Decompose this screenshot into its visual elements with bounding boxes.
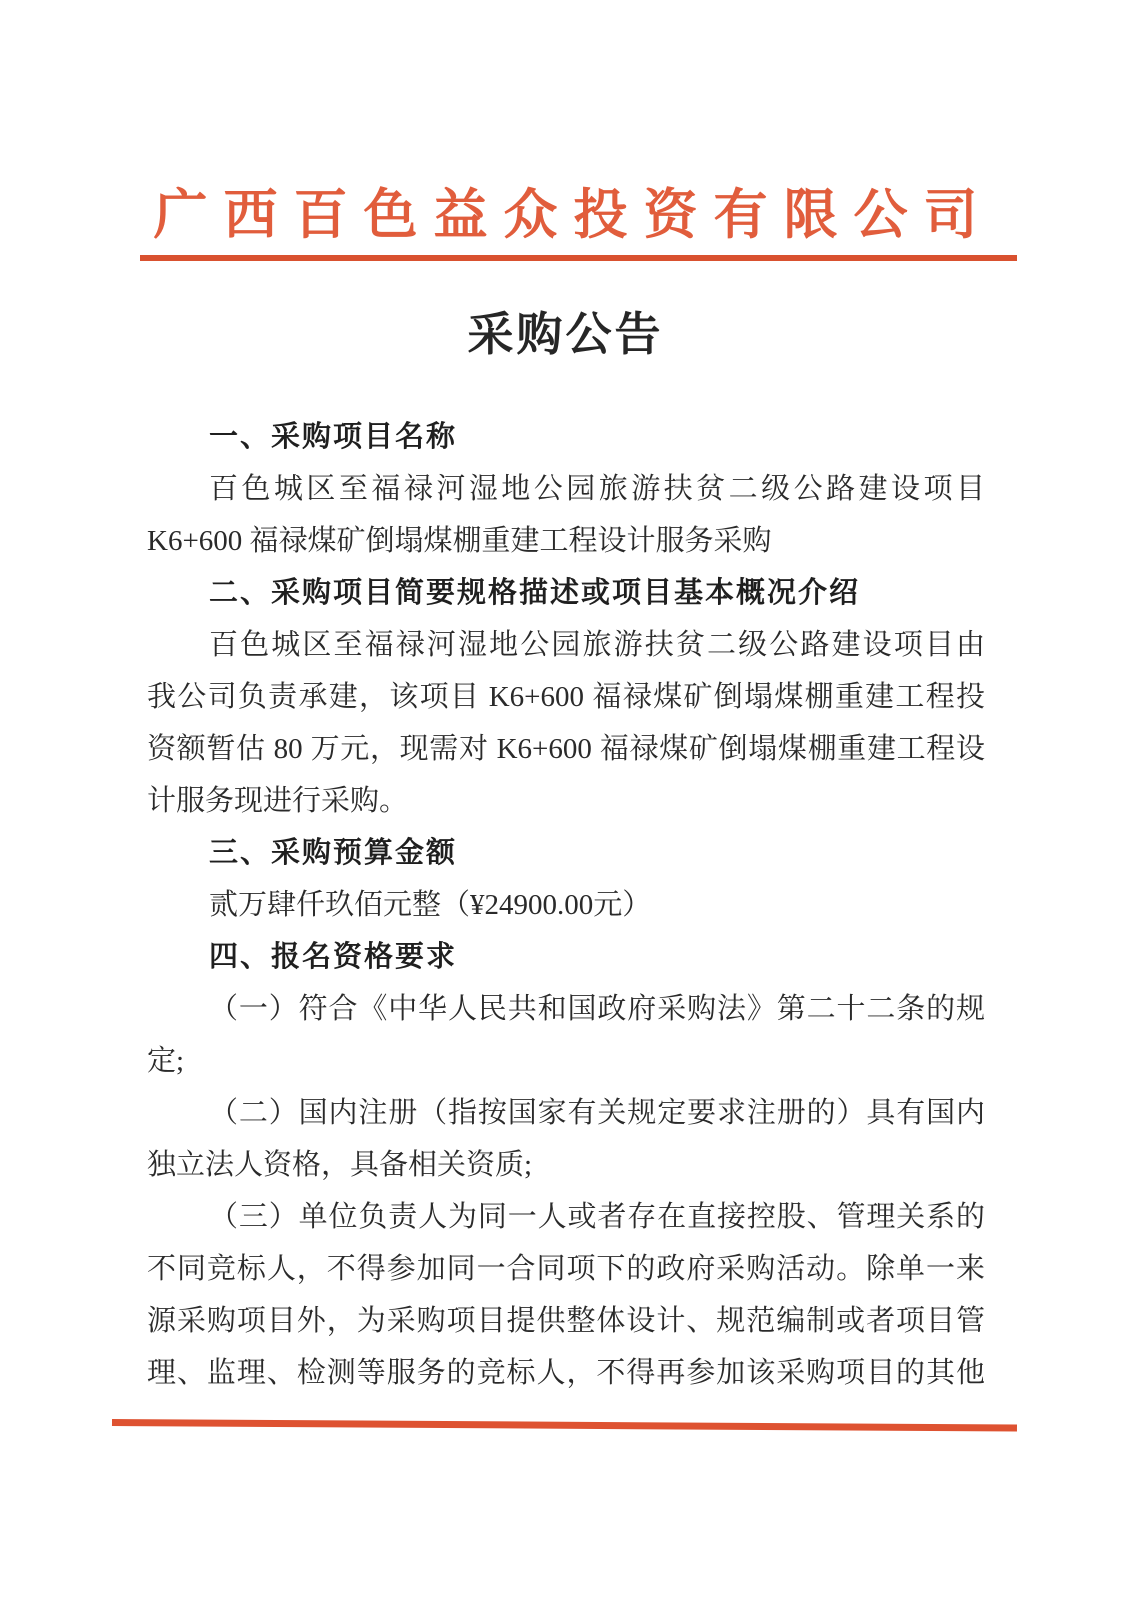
- document-title: 采购公告: [467, 309, 664, 360]
- body-text-line: K6+600 福禄煤矿倒塌煤棚重建工程设计服务采购: [147, 525, 772, 557]
- section-heading: 二、采购项目简要规格描述或项目基本概况介绍: [209, 577, 861, 609]
- letterhead-rule: [140, 255, 1017, 261]
- section-heading: 三、采购预算金额: [209, 837, 458, 869]
- body-text-line: 理、监理、检测等服务的竞标人，不得再参加该采购项目的其他: [147, 1357, 985, 1389]
- body-text-line: 百色城区至福禄河湿地公园旅游扶贫二级公路建设项目: [209, 473, 985, 505]
- body-text-line: 计服务现进行采购。: [147, 785, 409, 817]
- section-heading: 四、报名资格要求: [209, 941, 458, 973]
- body-text-line: 源采购项目外，为采购项目提供整体设计、规范编制或者项目管: [147, 1305, 985, 1337]
- footer-rule: [112, 1419, 1017, 1432]
- company-letterhead: 广西百色益众投资有限公司: [153, 185, 994, 245]
- body-text-line: 贰万肆仟玖佰元整（¥24900.00元）: [209, 889, 652, 921]
- section-heading: 一、采购项目名称: [209, 421, 458, 453]
- body-text-line: 资额暂估 80 万元，现需对 K6+600 福禄煤矿倒塌煤棚重建工程设: [147, 733, 985, 765]
- body-text-line: （三）单位负责人为同一人或者存在直接控股、管理关系的: [209, 1201, 985, 1233]
- body-text-line: 独立法人资格，具备相关资质;: [147, 1149, 533, 1181]
- document-body: [147, 411, 985, 1399]
- body-text-line: 百色城区至福禄河湿地公园旅游扶贫二级公路建设项目由: [209, 629, 985, 661]
- body-text-line: 不同竞标人，不得参加同一合同项下的政府采购活动。除单一来: [147, 1253, 985, 1285]
- body-text-line: 定;: [147, 1045, 185, 1077]
- body-text-line: （一）符合《中华人民共和国政府采购法》第二十二条的规: [209, 993, 985, 1025]
- body-text-line: 我公司负责承建，该项目 K6+600 福禄煤矿倒塌煤棚重建工程投: [147, 681, 985, 713]
- body-text-line: （二）国内注册（指按国家有关规定要求注册的）具有国内: [209, 1097, 985, 1129]
